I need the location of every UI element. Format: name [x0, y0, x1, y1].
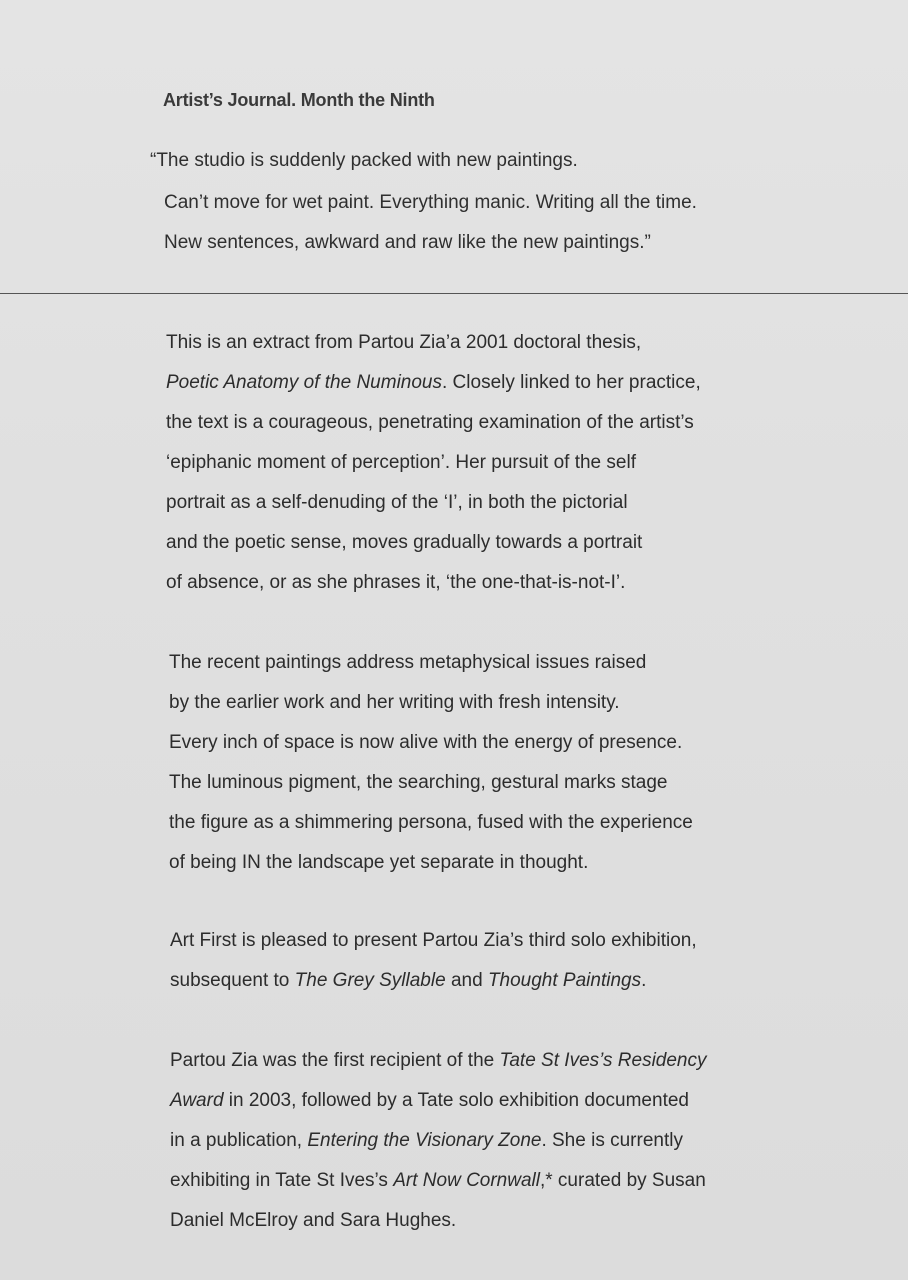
text-span: in 2003, followed by a Tate solo exhibition documented	[223, 1090, 689, 1111]
text-line	[170, 1170, 706, 1192]
text-line	[170, 970, 646, 992]
text-span: . She is currently	[541, 1130, 683, 1151]
journal-title: Artist’s Journal. Month the Ninth	[163, 90, 435, 110]
text-span: subsequent to	[170, 970, 295, 991]
italic-title: Poetic Anatomy of the Numinous	[166, 372, 442, 393]
text-line: of being IN the landscape yet separate in thought.	[169, 852, 589, 873]
italic-title: The Grey Syllable	[294, 970, 446, 991]
italic-title: Thought Paintings	[487, 970, 642, 991]
text-span: .	[641, 970, 647, 991]
text-span: . Closely linked to her practice,	[442, 372, 701, 393]
text-line	[170, 1050, 707, 1072]
text-line: Daniel McElroy and Sara Hughes.	[170, 1210, 457, 1231]
text-line: ‘epiphanic moment of perception’. Her pursuit of the self	[166, 452, 636, 473]
text-line	[170, 1090, 689, 1112]
text-span: in a publication,	[170, 1130, 308, 1151]
text-span: Partou Zia was the first recipient of the	[170, 1050, 500, 1071]
text-line: and the poetic sense, moves gradually towards a portrait	[166, 532, 643, 553]
text-span: and	[445, 970, 488, 991]
horizontal-divider	[0, 293, 908, 294]
quote-line: Can’t move for wet paint. Everything manic. Writing all the time.	[164, 192, 697, 213]
text-line: by the earlier work and her writing with fresh intensity.	[169, 692, 620, 713]
text-line: The luminous pigment, the searching, gestural marks stage	[169, 772, 668, 793]
italic-title: Tate St Ives’s Residency	[499, 1050, 707, 1071]
text-line: of absence, or as she phrases it, ‘the one-that-is-not-I’.	[166, 572, 626, 593]
text-line	[166, 372, 701, 394]
italic-title: Art Now Cornwall	[393, 1170, 540, 1191]
text-line: This is an extract from Partou Zia’a 2001 doctoral thesis,	[166, 332, 642, 353]
italic-title: Award	[170, 1090, 224, 1111]
italic-title: Entering the Visionary Zone	[307, 1130, 542, 1151]
text-line: portrait as a self-denuding of the ‘I’, in both the pictorial	[166, 492, 628, 513]
text-line: Art First is pleased to present Partou Zia’s third solo exhibition,	[170, 930, 697, 951]
text-line: the figure as a shimmering persona, fused with the experience	[169, 812, 693, 833]
text-line: the text is a courageous, penetrating examination of the artist’s	[166, 412, 694, 433]
quote-line: “The studio is suddenly packed with new paintings.	[150, 150, 578, 171]
text-span: exhibiting in Tate St Ives’s	[170, 1170, 394, 1191]
text-line: Every inch of space is now alive with the energy of presence.	[169, 732, 683, 753]
text-line: The recent paintings address metaphysical issues raised	[169, 652, 647, 673]
quote-line: New sentences, awkward and raw like the new paintings.”	[164, 232, 651, 253]
text-span: ,* curated by Susan	[539, 1170, 706, 1191]
text-line	[170, 1130, 683, 1152]
